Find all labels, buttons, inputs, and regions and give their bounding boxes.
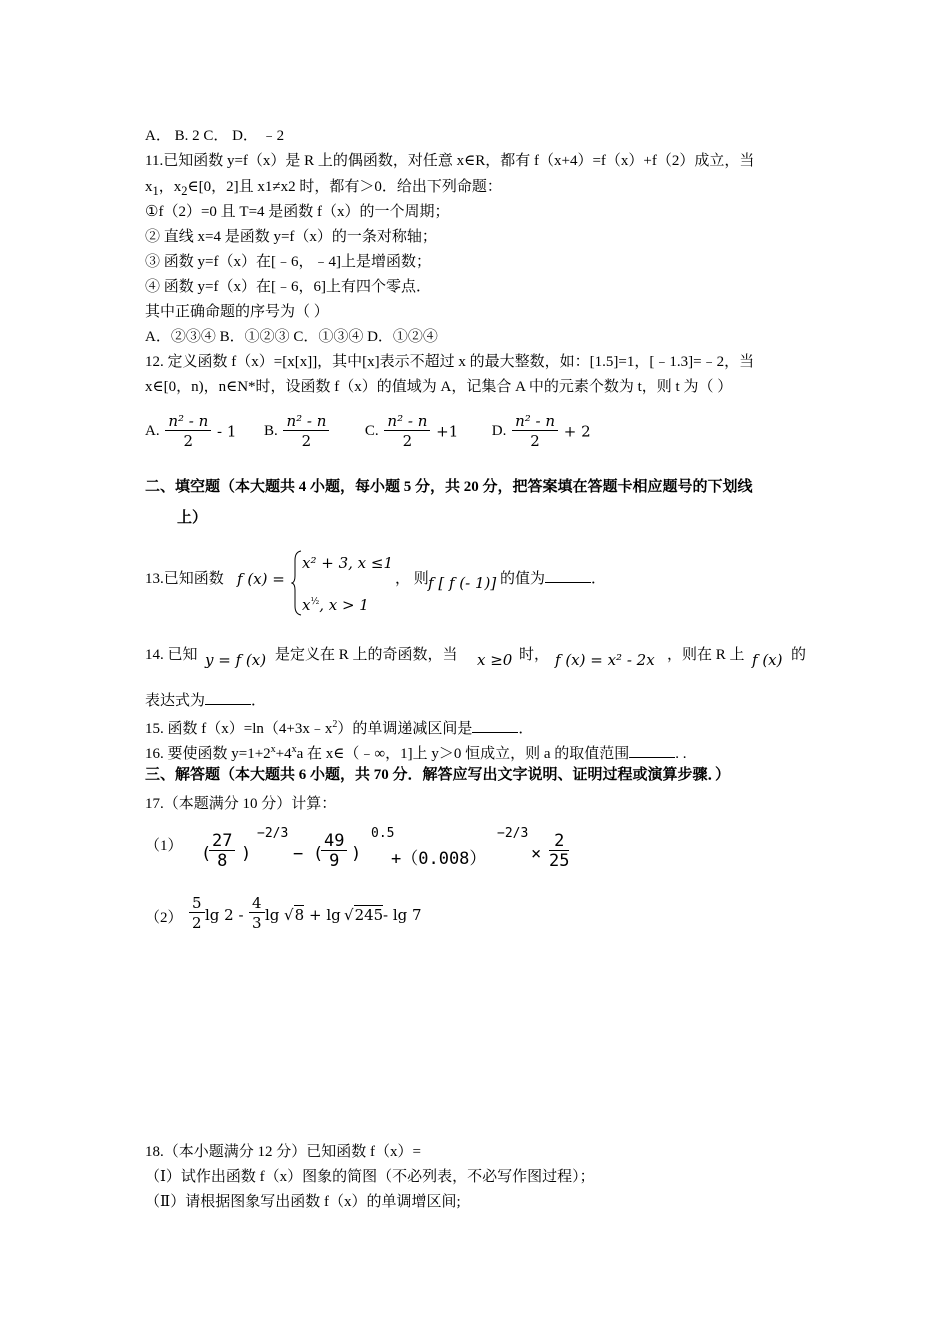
q12-option-c-fraction: $\frac{\text{n² - n}}{2}$: [384, 412, 430, 451]
q17-part-1: （1） ( $\frac{27}{8}$ ) −2/3 − ( $\frac{49}{9}$ ) 0.5 +（0.008） −2/3 × $\frac{2}{25}$: [145, 826, 570, 871]
q17-title: 17.（本题满分 10 分）计算：: [145, 796, 337, 812]
q12-stem-line1: 12. 定义函数 f（x）=[x[x]]，其中[x]表示不超过 x 的最大整数，如：[1.5]=1，[﹣1.3]=﹣2，当: [145, 354, 755, 370]
q15: 15. 函数 $f(x)=\ln(4+3x﹣x^2)$的单调递减区间是 ．: [145, 719, 534, 737]
q18-part-2: （Ⅱ）请根据图象写出函数 f（x）的单调增区间;: [145, 1194, 461, 1210]
q12-option-b-fraction: $\frac{\text{n² - n}}{2}$: [283, 412, 329, 451]
q17-frac-49-9: $\frac{49}{9}$: [321, 832, 347, 871]
q12-option-d: D. $\frac{\text{n² - n}}{2}$ + 2: [491, 412, 591, 450]
q13-case-2: $x^{\frac{1}{2}}$, x > 1: [302, 596, 369, 614]
q14-line1: 14. 已知 y = f (x) 是定义在 R 上的奇函数，当 x ≥0 时， f (x) = x² - 2x ，则在 R 上 f (x) 的: [145, 647, 807, 669]
q12-option-c: C. $\frac{\text{n² - n}}{2}$ +1: [364, 412, 459, 450]
q10-options: A． B. 2 C． D． ﹣2: [145, 128, 285, 144]
section-2-heading-cont: 上）: [177, 510, 208, 526]
q12-option-d-fraction: $\frac{\text{n² - n}}{2}$: [512, 412, 558, 451]
q12-option-a-fraction: $\frac{\text{n² - n}}{2}$: [165, 412, 211, 451]
q13-answer-blank[interactable]: [545, 568, 591, 583]
q18-title: 18.（本小题满分 12 分）已知函数 f（x）=: [145, 1144, 421, 1160]
q12-option-a: A. $\frac{\text{n² - n}}{2}$ - 1: [145, 412, 237, 450]
q11-stem-line2: $x_1$，$x_2\in[0$，2]且 x1≠x2 时，都有＞0．给出下列命题：: [145, 179, 502, 198]
q17-frac-4-3: $\frac{4}{3}$: [249, 894, 265, 933]
q13: 13.已知函数 f (x) = x² + 3, x ≤1 $x^{\frac{1}{2}}$, x > 1 ， 则 f [ f (- 1)] 的值为 ．: [145, 548, 845, 628]
q16-answer-blank[interactable]: [629, 743, 675, 758]
q16: 16. 要使函数 $y=1+2^x+4^xa$ 在 x∈（﹣∞，1]上 y＞0 恒成立，则 a 的取值范围 . .: [145, 744, 687, 762]
section-3-heading: 三、解答题（本大题共 6 小题，共 70 分．解答应写出文字说明、证明过程或演算步骤．）: [145, 767, 731, 783]
q11-options: A．②③④ B．①②③ C．①③④ D．①②④: [145, 329, 438, 345]
q12-stem-line2: x∈[0，n)，n∈N*时，设函数 f（x）的值域为 A，记集合 A 中的元素个数为 t，则 t 为（ ）: [145, 379, 733, 395]
q12-option-b: B. $\frac{\text{n² - n}}{2}$: [264, 423, 335, 439]
q11-proposition-2: ② 直线 x=4 是函数 y=f（x）的一条对称轴；: [145, 229, 437, 245]
q13-tail: 的值为 ．: [500, 567, 606, 588]
q12-options: [145, 412, 591, 451]
q17-part-2: （2） $\frac{5}{2}$ lg 2 - $\frac{4}{3}$ lg √8 + lg √245 - lg 7: [145, 894, 422, 932]
q15-answer-blank[interactable]: [472, 718, 518, 733]
q11-proposition-4: ④ 函数 y=f（x）在[﹣6，6]上有四个零点．: [145, 279, 431, 295]
q18-part-1: （Ⅰ）试作出函数 f（x）图象的简图（不必列表，不必写作图过程）；: [145, 1169, 595, 1185]
q17-frac-2-25: $\frac{2}{25}$: [549, 831, 570, 871]
q11-proposition-1: ①f（2）=0 且 T=4 是函数 f（x）的一个周期；: [145, 204, 450, 220]
section-2-heading: 二、填空题（本大题共 4 小题，每小题 5 分，共 20 分，把答案填在答题卡相应题号的下划线: [145, 479, 753, 495]
q11-ask: 其中正确命题的序号为（ ）: [145, 304, 329, 320]
q11-stem-line1: 11.已知函数 y=f（x）是 R 上的偶函数，对任意 x∈R，都有 f（x+4）=f（x）+f（2）成立，当: [145, 153, 755, 169]
q14-line2: 表达式为 ．: [145, 690, 266, 711]
q14-answer-blank[interactable]: [205, 690, 251, 705]
q17-frac-5-2: $\frac{5}{2}$: [189, 894, 205, 933]
q17-frac-27-8: $\frac{27}{8}$: [209, 832, 235, 871]
q11-proposition-3: ③ 函数 y=f（x）在[﹣6，﹣4]上是增函数；: [145, 254, 431, 270]
q17-sqrt-8: √8: [284, 906, 305, 924]
q17-sqrt-245: √245: [344, 906, 384, 924]
